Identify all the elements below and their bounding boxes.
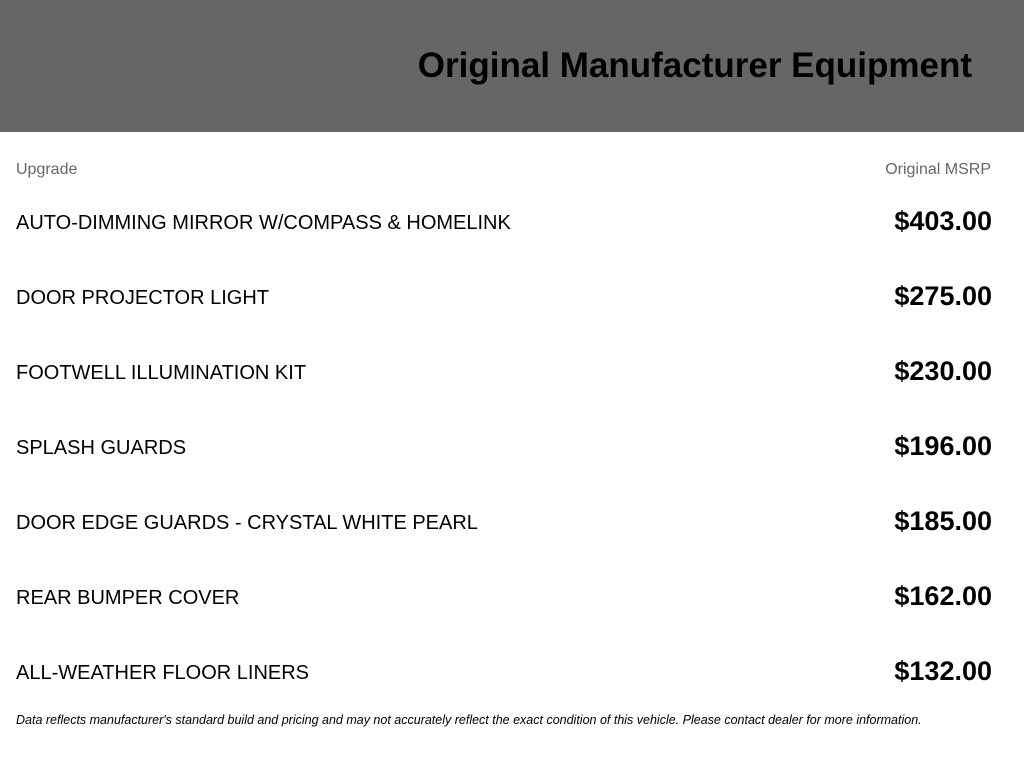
item-name: FOOTWELL ILLUMINATION KIT bbox=[16, 362, 307, 384]
item-price: $403.00 bbox=[894, 206, 992, 236]
item-name: DOOR PROJECTOR LIGHT bbox=[16, 287, 269, 309]
page-title: Original Manufacturer Equipment bbox=[417, 46, 972, 85]
list-item bbox=[0, 422, 1024, 497]
list-item bbox=[0, 197, 1024, 272]
item-price: $132.00 bbox=[894, 656, 992, 686]
item-price: $230.00 bbox=[894, 356, 992, 386]
item-name: ALL-WEATHER FLOOR LINERS bbox=[16, 662, 310, 684]
list-item bbox=[0, 647, 1024, 722]
item-price: $275.00 bbox=[894, 281, 992, 311]
item-price: $185.00 bbox=[894, 506, 992, 536]
disclaimer-text: Data reflects manufacturer's standard build and pricing and may not accurately reflect the exact condition of this vehicle. Please contact dealer for more information. bbox=[16, 713, 922, 727]
item-price: $196.00 bbox=[894, 431, 992, 461]
column-header-msrp: Original MSRP bbox=[885, 161, 991, 178]
equipment-list bbox=[0, 197, 1024, 722]
item-name: REAR BUMPER COVER bbox=[16, 587, 240, 609]
item-price: $162.00 bbox=[894, 581, 992, 611]
item-name: AUTO-DIMMING MIRROR W/COMPASS & HOMELINK bbox=[16, 212, 511, 234]
item-name: DOOR EDGE GUARDS - CRYSTAL WHITE PEARL bbox=[16, 512, 478, 534]
list-item bbox=[0, 272, 1024, 347]
list-item bbox=[0, 497, 1024, 572]
item-name: SPLASH GUARDS bbox=[16, 437, 187, 459]
page-header bbox=[0, 0, 1024, 132]
list-item bbox=[0, 572, 1024, 647]
column-header-upgrade: Upgrade bbox=[16, 161, 78, 178]
list-item bbox=[0, 347, 1024, 422]
